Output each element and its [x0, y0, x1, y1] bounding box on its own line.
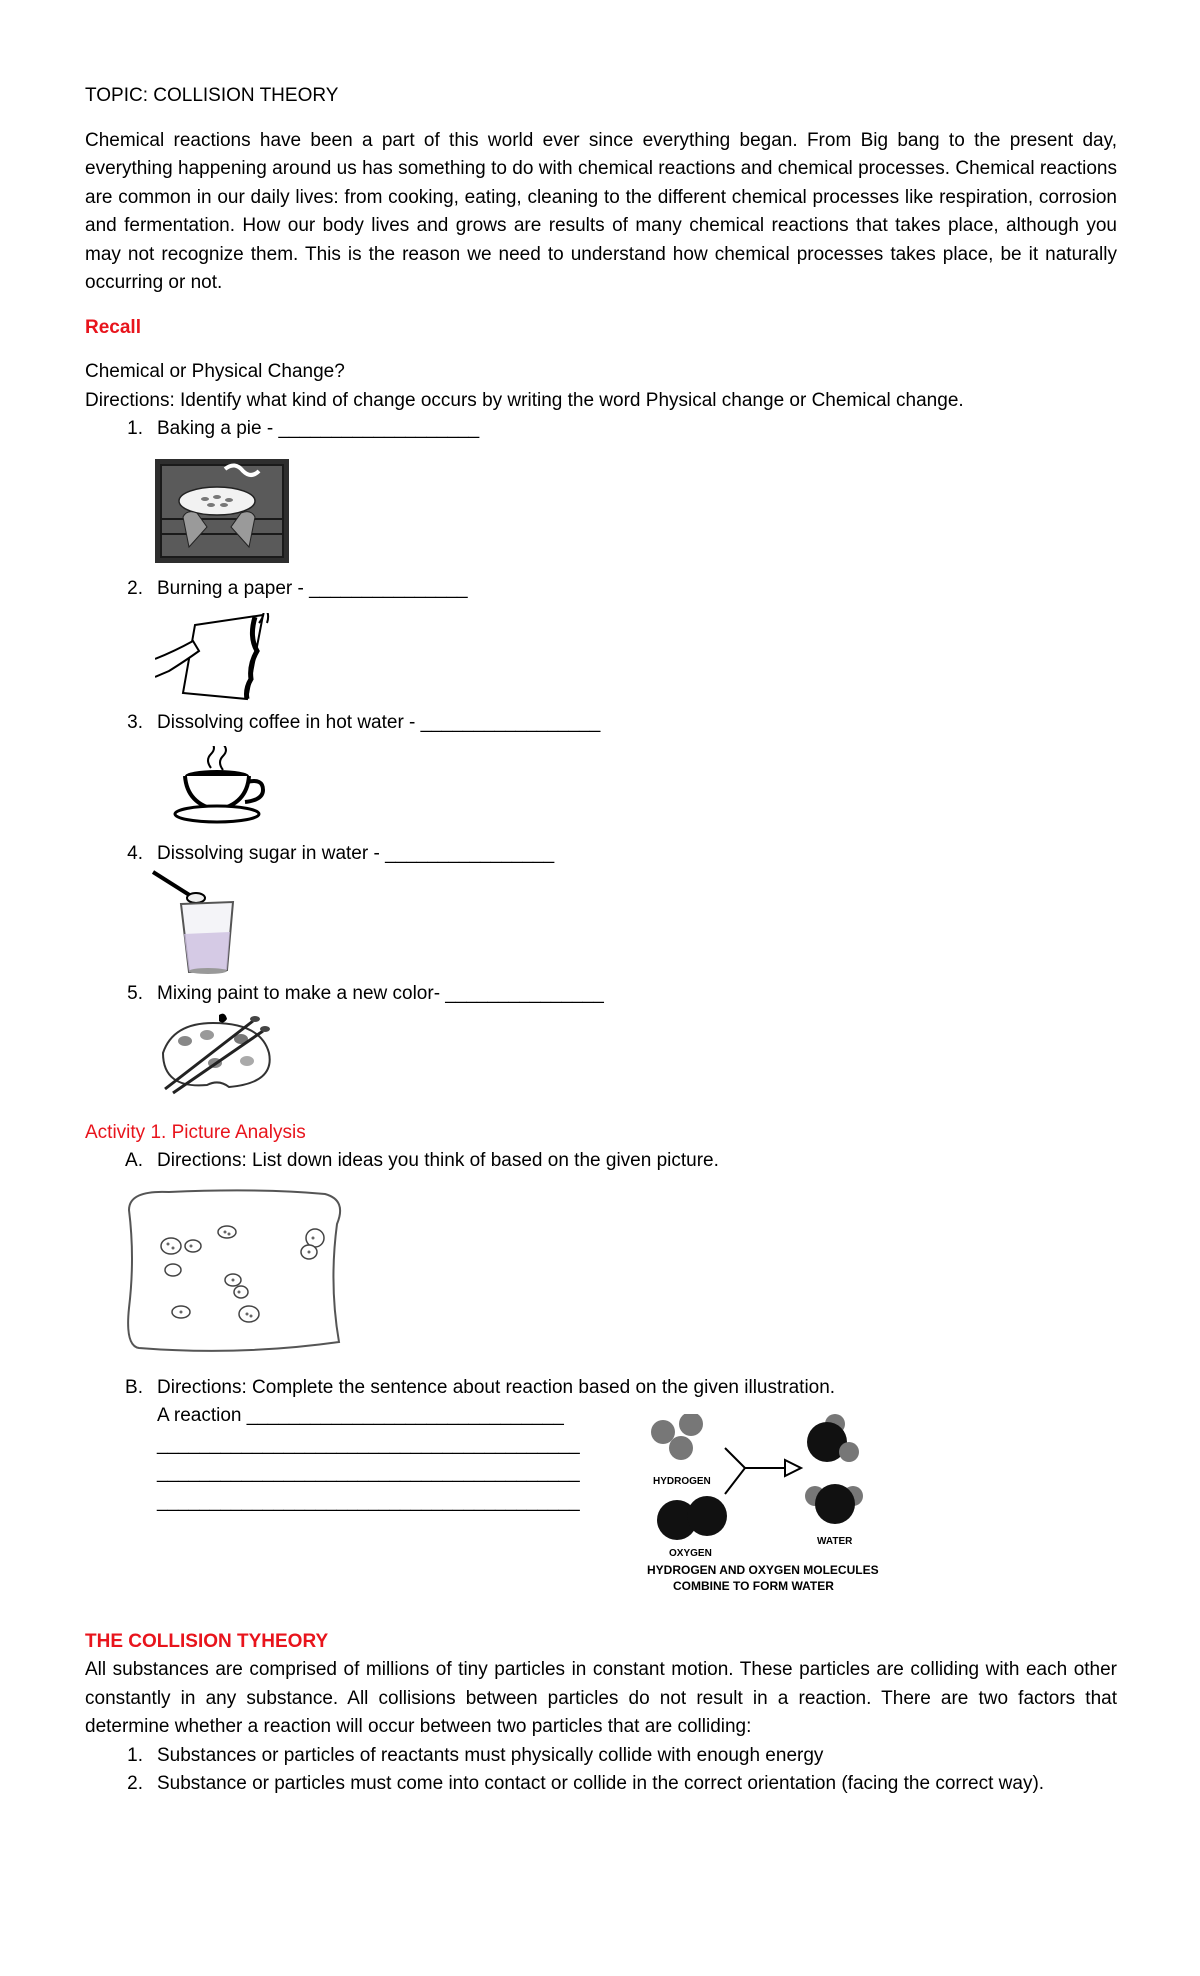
- recall-list-3: [85, 709, 1117, 738]
- item-text: Substances or particles of reactants must physically collide with enough energy: [157, 1744, 824, 1766]
- oxygen-atom: [687, 1496, 727, 1536]
- diagram-caption-line2: COMBINE TO FORM WATER: [673, 1578, 834, 1590]
- list-item: [85, 415, 1117, 444]
- item-text: Dissolving coffee in hot water - _________________: [157, 712, 601, 733]
- reaction-arrow: [725, 1448, 745, 1494]
- oven-pie-icon: [155, 459, 289, 563]
- water-label: WATER: [817, 1535, 853, 1547]
- list-item: [85, 1147, 1117, 1176]
- item-number: 5.: [127, 983, 143, 1004]
- list-item: [85, 1770, 1117, 1799]
- list-item: [85, 840, 1117, 869]
- burning-paper-icon: [155, 613, 279, 705]
- list-item: [85, 980, 1117, 1009]
- activity-a: [85, 1147, 1117, 1176]
- paint-palette-icon: [155, 1013, 279, 1097]
- item-number: 2.: [127, 577, 143, 599]
- activity-b-section: [85, 1374, 1117, 1590]
- coffee-cup-icon: [173, 746, 273, 826]
- item-text: Mixing paint to make a new color- _______________: [157, 983, 604, 1004]
- collision-factors: [85, 1742, 1117, 1799]
- item-text: Substance or particles must come into contact or collide in the correct orientation (facing the correct way).: [157, 1773, 1045, 1794]
- item-number: 4.: [127, 842, 143, 864]
- document-page: [85, 82, 1117, 1799]
- activity-heading: Activity 1. Picture Analysis: [85, 1121, 306, 1143]
- water-h-atom: [839, 1442, 859, 1462]
- answer-line[interactable]: ________________________________________: [157, 1490, 580, 1512]
- recall-list-4: [85, 840, 1117, 869]
- recall-directions: Directions: Identify what kind of change occurs by writing the word Physical change or Chemical change.: [85, 389, 964, 411]
- item-number: 3.: [127, 712, 143, 733]
- answer-line[interactable]: ________________________________________: [157, 1462, 580, 1483]
- item-text: Directions: Complete the sentence about reaction based on the given illustration.: [157, 1376, 836, 1398]
- answer-line[interactable]: ________________________________________: [157, 1433, 580, 1455]
- water-o-atom: [815, 1484, 855, 1524]
- list-item: [85, 709, 1117, 738]
- recall-heading: Recall: [85, 316, 141, 338]
- intro-paragraph: Chemical reactions have been a part of this world ever since everything began. From Big bang to the present day, everything happening around us has something to do with chemical reactions and chemical processes. Chemical reactions are common in our daily lives: from cooking, eating, cleaning to the different chemical processes like respiration, corrosion and fermentation. How our body lives and grows are results of many chemical reactions that takes place, although you may not recognize them. This is the reason we need to understand how chemical processes takes place, be it naturally occurring or not.: [85, 129, 1117, 293]
- topic-title: TOPIC: COLLISION THEORY: [85, 85, 339, 106]
- sugar-glass-icon: [151, 868, 261, 978]
- item-text: Directions: List down ideas you think of based on the given picture.: [157, 1150, 719, 1171]
- collision-body: All substances are comprised of millions of tiny particles in constant motion. These particles are colliding with each other constantly in any substance. All collisions between particles do not result in a reaction. There are two factors that determine whether a reaction will occur between two particles that are colliding:: [85, 1659, 1117, 1737]
- item-text: Dissolving sugar in water - ________________: [157, 842, 555, 864]
- item-number: 1.: [127, 418, 143, 439]
- hydrogen-atom: [651, 1420, 675, 1444]
- recall-list-2: [85, 575, 1117, 604]
- hydrogen-oxygen-diagram: [645, 1414, 905, 1590]
- recall-list: [85, 415, 1117, 444]
- list-item: [85, 1374, 1117, 1403]
- item-number: B.: [125, 1376, 143, 1398]
- collision-heading: THE COLLISION TYHEORY: [85, 1630, 329, 1652]
- recall-list-5: [85, 980, 1117, 1009]
- answer-line[interactable]: A reaction ______________________________: [157, 1405, 564, 1426]
- hydrogen-atom: [679, 1414, 703, 1436]
- recall-question: Chemical or Physical Change?: [85, 361, 345, 382]
- diagram-caption-line1: HYDROGEN AND OXYGEN MOLECULES: [647, 1562, 879, 1577]
- item-number: 2.: [127, 1773, 143, 1794]
- item-number: 1.: [127, 1744, 143, 1766]
- item-number: A.: [125, 1150, 143, 1171]
- answer-lines: [157, 1402, 580, 1516]
- item-text: Burning a paper - _______________: [157, 577, 468, 599]
- list-item: [85, 575, 1117, 604]
- item-text: Baking a pie - ___________________: [157, 418, 480, 439]
- bread-mold-icon: [123, 1188, 345, 1352]
- oxygen-label: OXYGEN: [669, 1547, 712, 1559]
- hydrogen-label: HYDROGEN: [653, 1475, 711, 1487]
- list-item: [85, 1742, 1117, 1771]
- hydrogen-atom: [669, 1436, 693, 1460]
- activity-b: [85, 1374, 1117, 1403]
